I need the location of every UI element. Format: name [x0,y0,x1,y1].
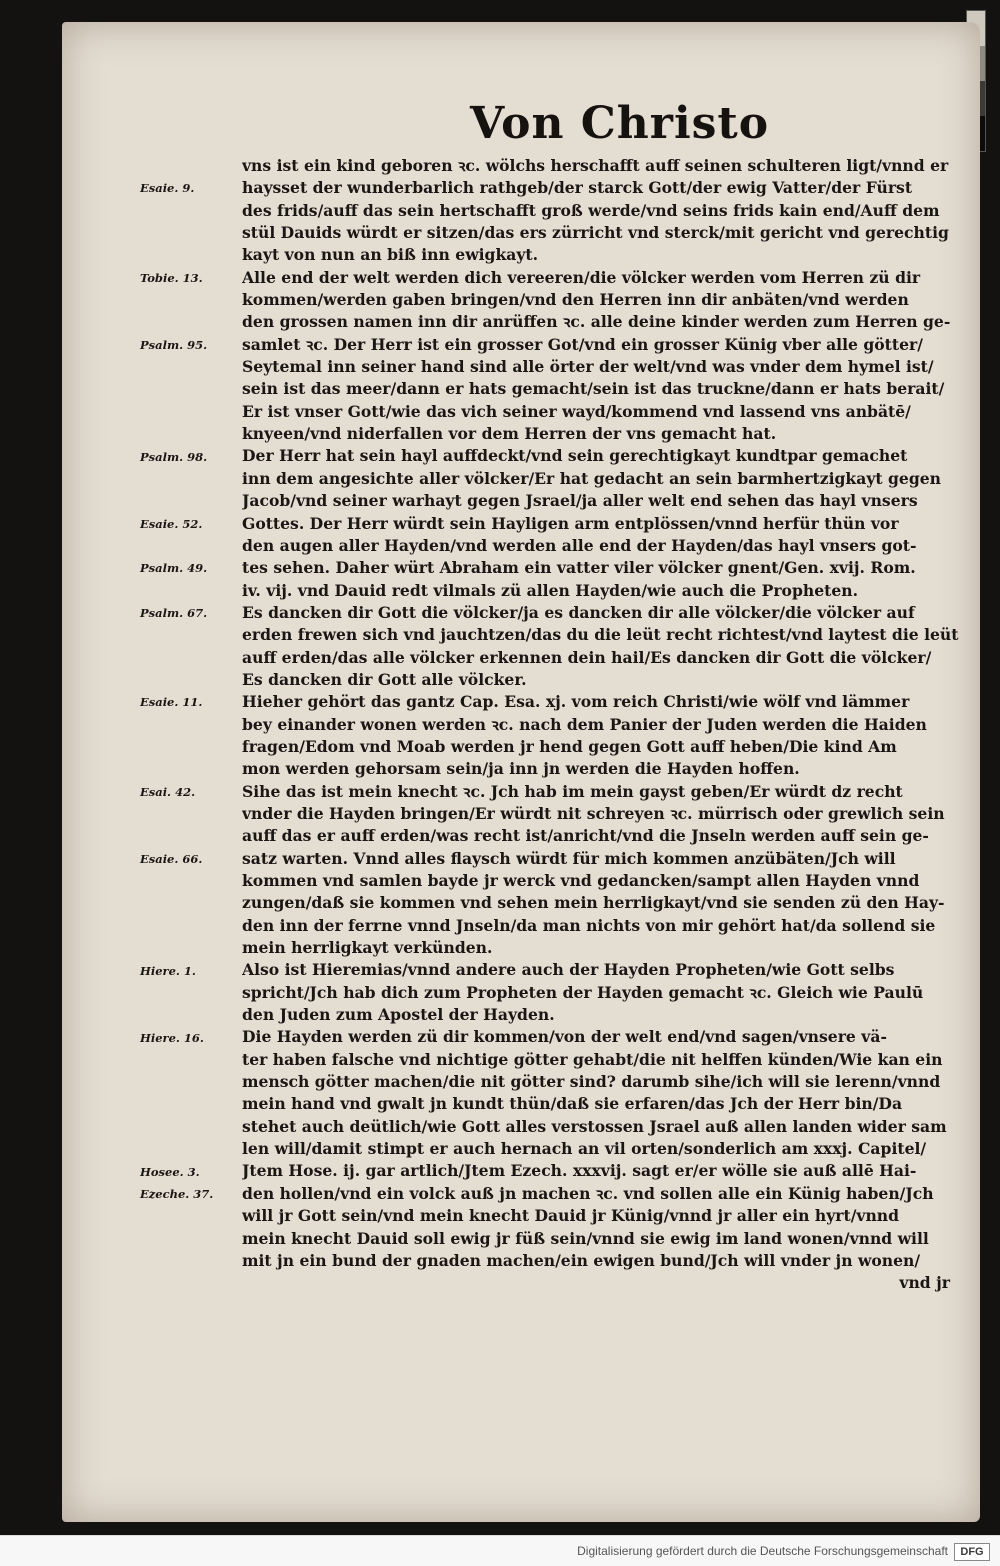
text-line: satz warten. Vnnd alles flaysch würdt für mich kommen anzübäten/Jch will [242,848,896,868]
text-line: Es dancken dir Gott alle völcker. [242,669,527,689]
text-line: Es dancken dir Gott die völcker/ja es dancken dir alle völcker/die völcker auf [242,602,915,622]
running-head: Von Christo [470,98,770,149]
body-text [242,155,960,1295]
text-line: Seytemal inn seiner hand sind alle örter der welt/vnd was vnder dem hymel ist/ [242,357,934,377]
margin-note: Psalm. 98. [140,449,208,464]
text-line: Die Hayden werden zü dir kommen/von der welt end/vnd sagen/vnsere vä- [242,1027,887,1047]
margin-note: Ezeche. 37. [140,1187,214,1202]
text-line: iv. vij. vnd Dauid redt vilmals zü allen Hayden/wie auch die Propheten. [242,580,859,600]
text-line: den grossen namen inn dir anrüffen ꝛc. alle deine kinder werden zum Herren ge- [242,312,951,332]
funding-credit: Digitalisierung gefördert durch die Deutsche Forschungsgemeinschaft [577,1544,948,1558]
text-line: erden frewen sich vnd jauchtzen/das du die leüt recht richtest/vnd laytest die leüt [242,625,959,645]
text-line: samlet ꝛc. Der Herr ist ein grosser Got/vnd ein grosser Künig vber alle götter/ [242,334,923,354]
text-line: mon werden gehorsam sein/ja inn jn werden die Hayden hoffen. [242,759,800,779]
margin-note: Esaie. 9. [140,181,195,196]
dfg-logo: DFG [954,1543,990,1561]
text-line: Gottes. Der Herr würdt sein Hayligen arm entplössen/vnnd herfür thün vor [242,513,899,533]
text-line: Also ist Hieremias/vnnd andere auch der Hayden Propheten/wie Gott selbs [242,960,895,980]
text-line: mensch götter machen/die nit götter sind? darumb sihe/ich will sie lerenn/vnnd [242,1072,941,1092]
text-line: kommen vnd samlen bayde jr werck vnd gedancken/sampt allen Hayden vnnd [242,871,920,890]
text-line: fragen/Edom vnd Moab werden jr hend gegen Gott auff heben/Die kind Am [242,736,897,756]
text-line: len will/damit stimpt er auch hernach an vil orten/sonderlich am xxxj. Capitel/ [242,1139,927,1159]
text-line: den inn der ferrne vnnd Jnseln/da man nichts von mir gehört hat/da sollend sie [242,915,936,935]
margin-note: Tobie. 13. [140,270,203,285]
text-line: haysset der wunderbarlich rathgeb/der starck Gott/der ewig Vatter/der Fürst [242,178,913,198]
margin-note: Psalm. 95. [140,337,208,352]
text-line: Jacob/vnd seiner warhayt gegen Jsrael/ja aller welt end sehen das hayl vnsers [242,491,918,511]
margin-note: Esaie. 66. [140,851,203,866]
text-line: inn dem angesichte aller völcker/Er hat gedacht an sein barmhertzigkayt gegen [242,468,942,488]
text-line: auff das er auff erden/was recht ist/anricht/vnd die Jnseln werden auff sein ge- [242,826,929,846]
text-line: kommen/werden gaben bringen/vnd den Herren inn dir anbäten/vnd werden [242,290,909,310]
margin-note: Esaie. 52. [140,516,203,531]
text-line: ter haben falsche vnd nichtige götter gehabt/die nit helffen künden/Wie kan ein [242,1049,943,1069]
text-line: zungen/daß sie kommen vnd sehen mein herrligkayt/vnd sie senden zü den Hay- [242,893,945,913]
text-line: den augen aller Hayden/vnd werden alle end der Hayden/das hayl vnsers got- [242,535,917,555]
margin-note: Esaie. 11. [140,695,203,710]
catchword: vnd jr [899,1273,950,1293]
text-line: stül Dauids würdt er sitzen/das ers zürricht vnd sterck/mit gericht vnd gerechtig [242,223,949,243]
text-line: vnder die Hayden bringen/Er würdt nit schreyen ꝛc. mürrisch oder grewlich sein [242,803,945,823]
text-line: den hollen/vnd ein volck auß jn machen ꝛc. vnd sollen alle ein Künig haben/Jch [242,1183,934,1203]
margin-note: Esai. 42. [140,784,196,799]
text-line: kayt von nun an biß inn ewigkayt. [242,245,539,265]
text-line: Hieher gehört das gantz Cap. Esa. xj. vom reich Christi/wie wölf vnd lämmer [242,692,910,712]
text-line: des frids/auff das sein hertschafft groß werde/vnd seins frids kain end/Auff dem [242,200,940,220]
text-line: Jtem Hose. ij. gar artlich/Jtem Ezech. xxxvij. sagt er/er wölle sie auß allē Hai- [242,1161,917,1181]
text-line: will jr Gott sein/vnd mein knecht Dauid jr Künig/vnnd jr aller ein hyrt/vnnd [242,1206,900,1226]
text-line: bey einander wonen werden ꝛc. nach dem Panier der Juden werden die Haiden [242,714,927,734]
text-line: tes sehen. Daher würt Abraham ein vatter viler völcker gnent/Gen. xvij. Rom. [242,558,916,578]
text-line: mein knecht Dauid soll ewig jr füß sein/vnnd sie ewig im land wonen/vnnd will [242,1228,929,1248]
text-line: mit jn ein bund der gnaden machen/ein ewigen bund/Jch will vnder jn wonen/ [242,1250,921,1270]
text-line: auff erden/das alle völcker erkennen dein hail/Es dancken dir Gott die völcker/ [242,647,932,667]
margin-note: Hosee. 3. [140,1164,200,1179]
text-line: mein hand vnd gwalt jn kundt thün/daß sie erfaren/das Jch der Herr bin/Da [242,1094,903,1114]
text-line: knyeen/vnd niderfallen vor dem Herren der vns gemacht hat. [242,424,777,444]
text-line: vns ist ein kind geboren ꝛc. wölchs herschafft auff seinen schulteren ligt/vnnd er [242,156,949,175]
text-line: stehet auch deütlich/wie Gott alles verstossen Jsrael auß allen landen wider sam [242,1116,947,1136]
text-line: den Juden zum Apostel der Hayden. [242,1005,555,1025]
text-line: mein herrligkayt verkünden. [242,938,493,958]
footer-bar [0,1535,1000,1566]
margin-note: Psalm. 49. [140,561,208,576]
text-line: spricht/Jch hab dich zum Propheten der Hayden gemacht ꝛc. Gleich wie Paulū [242,982,924,1002]
margin-note: Hiere. 16. [140,1030,204,1045]
text-line: sein ist das meer/dann er hats gemacht/sein ist das truckne/dann er hats berait/ [242,379,945,399]
margin-note: Hiere. 1. [140,963,196,978]
margin-note: Psalm. 67. [140,606,208,620]
text-line: Er ist vnser Gott/wie das vich seiner wayd/kommend vnd lassend vns anbätē/ [242,401,911,421]
text-line: Der Herr hat sein hayl auffdeckt/vnd sein gerechtigkayt kundtpar gemachet [242,446,908,466]
text-line: Sihe das ist mein knecht ꝛc. Jch hab im mein gayst geben/Er würdt dz recht [242,781,903,801]
text-line: Alle end der welt werden dich vereeren/die völcker werden vom Herren zü dir [242,267,921,287]
